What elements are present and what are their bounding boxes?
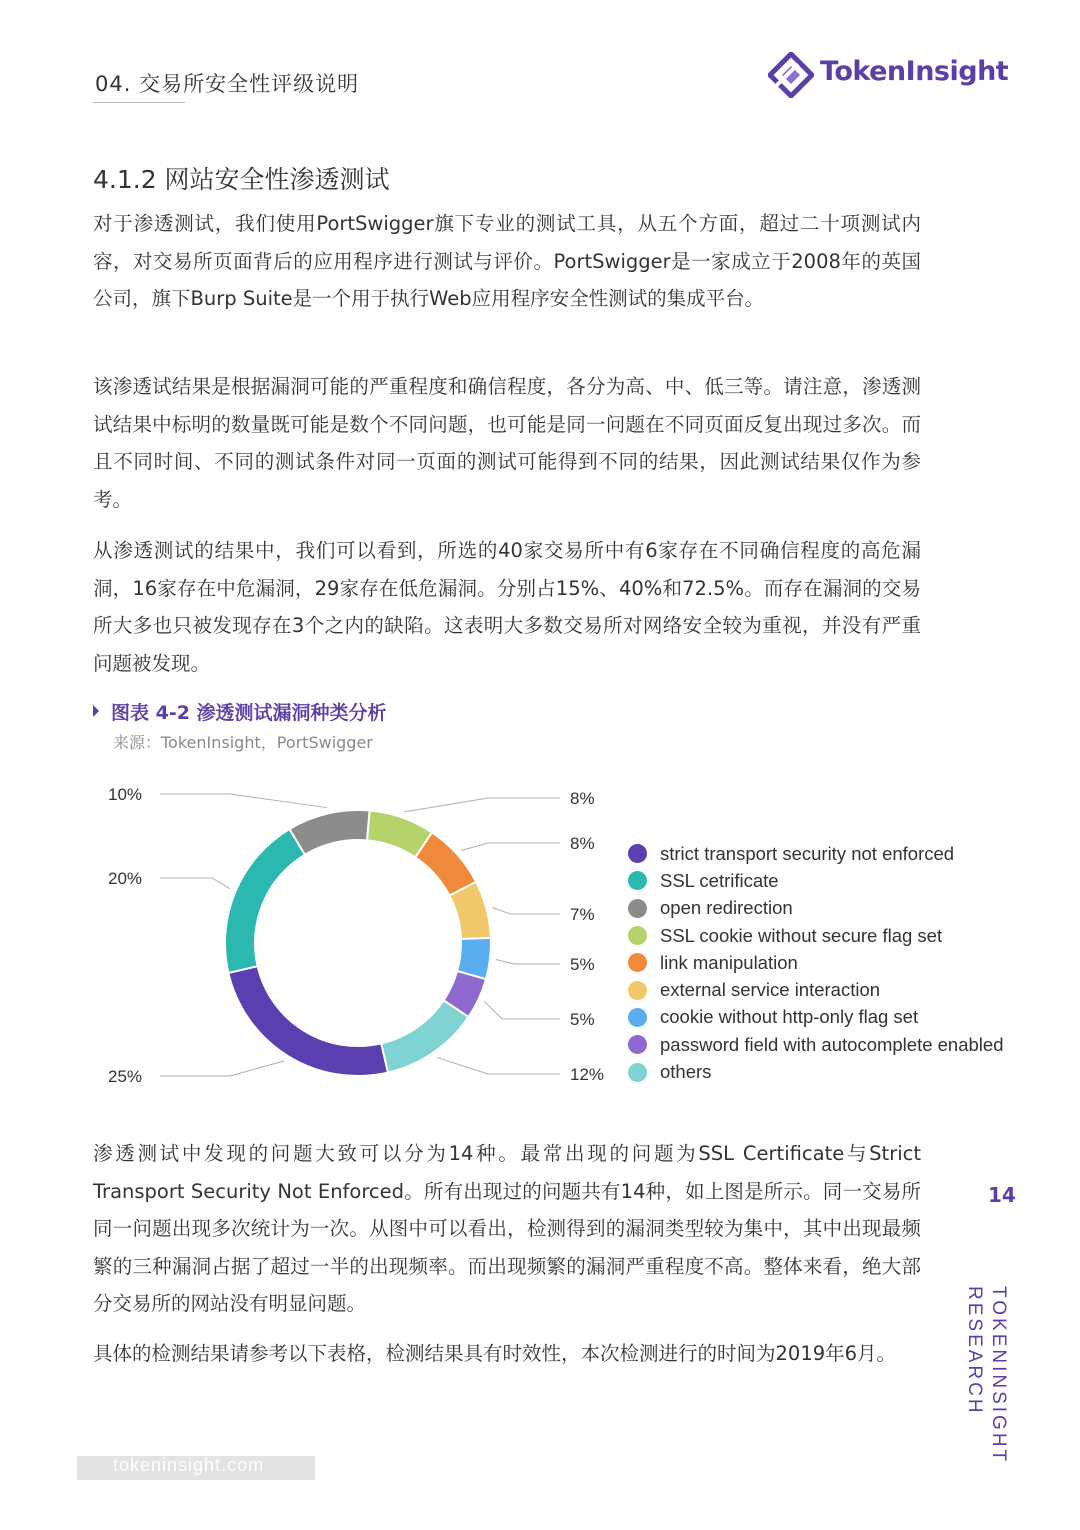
legend-swatch	[628, 871, 647, 890]
data-label-ssl-cookie-without-secure-flag-set: 8%	[570, 789, 595, 808]
legend-label: strict transport security not enforced	[660, 842, 955, 864]
legend-label: others	[660, 1061, 712, 1083]
data-label-external-service-interaction: 7%	[570, 905, 595, 924]
legend-swatch	[628, 953, 647, 972]
caption-triangle-icon	[93, 705, 99, 717]
data-label-strict-transport-security-not-enforced: 25%	[108, 1067, 143, 1086]
data-label-cookie-without-http-only-flag-set: 5%	[570, 955, 595, 974]
leader-line-strict-transport-security-not-enforced	[160, 1061, 284, 1076]
leader-line-others	[437, 1057, 560, 1074]
leader-line-password-field-with-autocomplete-enabled	[484, 1001, 560, 1019]
figure-caption-text: 图表 4-2 渗透测试漏洞种类分析	[111, 702, 387, 724]
side-brand	[962, 1286, 1010, 1464]
leader-line-external-service-interaction	[492, 907, 560, 914]
donut-chart	[0, 760, 640, 1110]
legend-label: password field with autocomplete enabled	[660, 1033, 1004, 1055]
legend-item	[628, 1058, 1004, 1085]
legend-item	[628, 895, 1004, 922]
legend-swatch	[628, 1063, 647, 1082]
data-label-link-manipulation: 8%	[570, 834, 595, 853]
tokeninsight-logo-icon	[768, 52, 814, 98]
data-label-others: 12%	[570, 1065, 605, 1084]
leader-line-cookie-without-http-only-flag-set	[496, 959, 560, 964]
legend-item	[628, 949, 1004, 976]
legend-label: link manipulation	[660, 951, 798, 973]
footer-url: tokeninsight.com	[113, 1455, 265, 1475]
legend-swatch	[628, 1008, 647, 1027]
body-paragraph-3: 从渗透测试的结果中，我们可以看到，所选的40家交易所中有6家存在不同确信程度的高危漏洞，16家存在中危漏洞，29家存在低危漏洞。分别占15%、40%和72.5%。而存在漏洞的交易所大多也只被发现存在3个之内的缺陷。这表明大多数交易所对网络安全较为重视，并没有严重问题被发现。	[93, 539, 921, 675]
donut-slice-others	[381, 1000, 468, 1072]
header-rule	[93, 102, 185, 103]
legend-label: external service interaction	[660, 979, 881, 1001]
body-paragraph-4: 渗透测试中发现的问题大致可以分为14种。最常出现的问题为SSL Certificate与Strict Transport Security Not Enforced。所有出现过的问题共有14种，如上图是所示。同一交易所同一问题出现多次统计为一次。从图中可以看出，检测得到的漏洞类型较为集中，其中出现最频繁的三种漏洞占据了超过一半的出现频率。而出现频繁的漏洞严重程度不高。整体来看，绝大部分交易所的网站没有明显问题。	[93, 1142, 921, 1315]
legend-item	[628, 840, 1004, 867]
chart-legend	[628, 840, 1004, 1086]
legend-item	[628, 1004, 1004, 1031]
legend-item	[628, 976, 1004, 1003]
figure-source: 来源：TokenInsight，PortSwigger	[113, 733, 373, 752]
legend-item	[628, 922, 1004, 949]
leader-line-ssl-cookie-without-secure-flag-set	[404, 798, 560, 812]
legend-item	[628, 1031, 1004, 1058]
leader-line-link-manipulation	[462, 843, 560, 850]
data-label-open-redirection: 10%	[108, 785, 143, 804]
donut-slice-ssl-cetrificate	[225, 829, 305, 973]
brand-logo	[768, 52, 1028, 98]
donut-slice-strict-transport-security-not-enforced	[228, 966, 388, 1076]
legend-swatch	[628, 844, 647, 863]
leader-line-open-redirection	[160, 794, 327, 808]
legend-label: open redirection	[660, 897, 793, 919]
legend-label: SSL cookie without secure flag set	[660, 924, 943, 946]
data-label-password-field-with-autocomplete-enabled: 5%	[570, 1010, 595, 1029]
body-paragraph-5: 具体的检测结果请参考以下表格，检测结果具有时效性，本次检测进行的时间为2019年6月。	[93, 1342, 897, 1365]
legend-swatch	[628, 1035, 647, 1054]
side-brand-line-1: TOKENINSIGHT	[988, 1286, 1009, 1465]
legend-swatch	[628, 926, 647, 945]
body-paragraph-1: 对于渗透测试，我们使用PortSwigger旗下专业的测试工具，从五个方面，超过二十项测试内容，对交易所页面背后的应用程序进行测试与评价。PortSwigger是一家成立于2008年的英国公司，旗下Burp Suite是一个用于执行Web应用程序安全性测试的集成平台。	[93, 212, 921, 310]
donut-slice-open-redirection	[289, 810, 369, 855]
legend-label: cookie without http-only flag set	[660, 1006, 919, 1028]
body-paragraph-2: 该渗透试结果是根据漏洞可能的严重程度和确信程度，各分为高、中、低三等。请注意，渗透测试结果中标明的数量既可能是数个不同问题，也可能是同一问题在不同页面反复出现过多次。而且不同时间、不同的测试条件对同一页面的测试可能得到不同的结果，因此测试结果仅作为参考。	[93, 375, 921, 511]
page-number: 14	[988, 1183, 1016, 1207]
data-label-ssl-cetrificate: 20%	[108, 869, 143, 888]
header-section-label: 04. 交易所安全性评级说明	[95, 72, 360, 96]
side-brand-line-2: RESEARCH	[964, 1286, 985, 1416]
leader-line-ssl-cetrificate	[160, 878, 230, 889]
legend-swatch	[628, 899, 647, 918]
legend-item	[628, 867, 1004, 894]
legend-swatch	[628, 981, 647, 1000]
section-title: 4.1.2 网站安全性渗透测试	[93, 165, 390, 194]
brand-name: TokenInsight	[820, 56, 1009, 87]
legend-label: SSL cetrificate	[660, 869, 779, 891]
figure-caption	[93, 698, 387, 725]
